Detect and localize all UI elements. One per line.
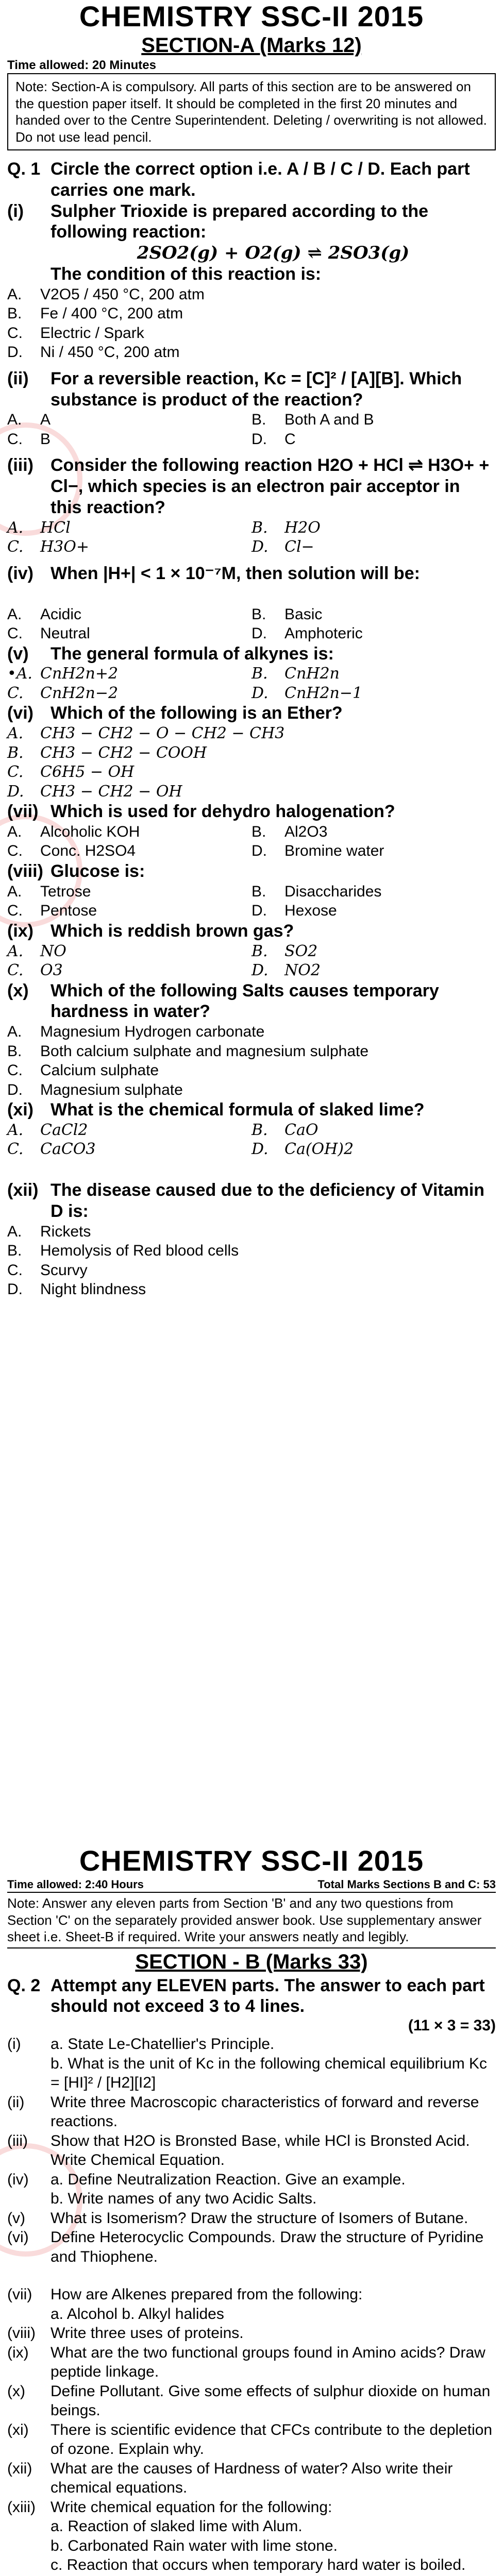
mcq-stem: Sulpher Trioxide is prepared according to the following reaction: bbox=[51, 201, 429, 242]
mcq-ix bbox=[7, 921, 496, 942]
option-text[interactable]: CaCO3 bbox=[40, 1140, 96, 1159]
mcq-v bbox=[7, 643, 496, 665]
mcq-xii bbox=[7, 1180, 496, 1222]
list-item: a. Alcohol b. Alkyl halides bbox=[51, 2305, 224, 2323]
mcq-ix-options bbox=[7, 942, 496, 980]
note-2: Note: Answer any eleven parts from Section 'B' and any two questions from Section 'C' on the separately provided answer book. Use supplementary answer sheet i.e. Sheet-B if required. Write your answers neatly and legibly. bbox=[7, 1895, 482, 1944]
option[interactable]: D. CH3 − CH2 − OH bbox=[7, 782, 182, 801]
mcq-vii-options bbox=[7, 822, 496, 861]
part-number: (ix) bbox=[7, 921, 33, 941]
question-instruction: Attempt any ELEVEN parts. The answer to each part should not exceed 3 to 4 lines. bbox=[51, 1975, 485, 2016]
option-text[interactable]: Pentose bbox=[40, 902, 97, 920]
mcq-stem: The condition of this reaction is: bbox=[51, 264, 322, 284]
option-text[interactable]: SO2 bbox=[284, 942, 318, 960]
list-item: a. Reaction of slaked lime with Alum. bbox=[51, 2518, 303, 2535]
mcq-iii-options bbox=[7, 518, 496, 557]
option-letter[interactable]: C. bbox=[7, 684, 24, 702]
option-text[interactable]: Ca(OH)2 bbox=[284, 1140, 354, 1159]
mcq-vi bbox=[7, 703, 496, 724]
mcq-xi bbox=[7, 1099, 496, 1121]
option-text[interactable]: Al2O3 bbox=[284, 823, 328, 840]
mcq-iii bbox=[7, 455, 496, 518]
time-allowed: Time allowed: 20 Minutes bbox=[7, 58, 156, 72]
mcq-stem: Which of the following Salts causes temporary hardness in water? bbox=[51, 980, 439, 1022]
mcq-stem: When |H+| < 1 × 10⁻⁷M, then solution will be: bbox=[51, 563, 420, 583]
option-letter[interactable]: D. bbox=[252, 1140, 269, 1159]
mcq-i-stem2 bbox=[7, 264, 496, 285]
q1-header bbox=[7, 159, 496, 201]
question-number: Q. 1 bbox=[7, 159, 41, 179]
option-letter[interactable]: B. bbox=[252, 605, 266, 623]
option-text[interactable]: Bromine water bbox=[284, 842, 384, 860]
mcq-i bbox=[7, 201, 496, 243]
option-text[interactable]: Conc. H2SO4 bbox=[40, 842, 136, 860]
option[interactable]: A. Rickets bbox=[7, 1223, 91, 1240]
option-text[interactable]: NO bbox=[40, 942, 66, 960]
mcq-stem: For a reversible reaction, Kc = [C]² / [A][B]. Which substance is product of the reaction? bbox=[51, 368, 462, 410]
option-text[interactable]: Acidic bbox=[40, 605, 82, 623]
part-number: (xi) bbox=[7, 1100, 33, 1120]
list-item: (ix) What are the two functional groups found in Amino acids? Draw peptide linkage. bbox=[7, 2344, 485, 2381]
paper-title-2: CHEMISTRY SSC-II 2015 bbox=[79, 1844, 424, 1877]
option-text[interactable]: H3O+ bbox=[40, 538, 89, 556]
part-number: (ii) bbox=[7, 368, 29, 388]
list-item: (v) What is Isomerism? Draw the structure of Isomers of Butane. bbox=[7, 2209, 468, 2227]
mcq-stem: Consider the following reaction H2O + HCl ⇌ H3O+ + Cl−, which species is an electron pair acceptor in this reaction? bbox=[51, 455, 490, 517]
mcq-viii-options bbox=[7, 882, 496, 921]
q2-marks: (11 × 3 = 33) bbox=[408, 2017, 496, 2035]
option-letter[interactable]: B. bbox=[252, 665, 268, 683]
section-b-c bbox=[7, 1844, 496, 2576]
mcq-v-options bbox=[7, 664, 496, 703]
option[interactable]: A. Magnesium Hydrogen carbonate bbox=[7, 1023, 265, 1041]
option-text[interactable]: CaCl2 bbox=[40, 1121, 88, 1139]
section-a-title: SECTION-A (Marks 12) bbox=[141, 34, 362, 57]
option-letter[interactable]: C. bbox=[7, 1140, 24, 1159]
option-letter[interactable]: D. bbox=[252, 902, 267, 920]
option[interactable]: D. Magnesium sulphate bbox=[7, 1081, 183, 1098]
mcq-xi-options bbox=[7, 1121, 496, 1159]
option-letter[interactable]: •A. bbox=[7, 665, 32, 683]
option-letter[interactable]: D. bbox=[252, 684, 269, 702]
option-text[interactable]: CnH2n+2 bbox=[40, 665, 119, 683]
list-item: b. What is the unit of Kc in the following chemical equilibrium Kc = [HI]² / [H2][I2] bbox=[51, 2055, 488, 2092]
mcq-viii bbox=[7, 861, 496, 882]
option-letter[interactable]: A. bbox=[7, 942, 24, 960]
option-text[interactable]: Hexose bbox=[284, 902, 337, 920]
list-item: (viii) Write three uses of proteins. bbox=[7, 2325, 244, 2342]
option[interactable]: B. CH3 − CH2 − COOH bbox=[7, 743, 207, 762]
mcq-stem: The general formula of alkynes is: bbox=[51, 643, 334, 664]
option-letter[interactable]: B. bbox=[252, 883, 266, 900]
option-letter[interactable]: A. bbox=[7, 605, 22, 623]
time-marks-row bbox=[7, 1877, 496, 1892]
list-item: (xii) What are the causes of Hardness of water? Also write their chemical equations. bbox=[7, 2460, 453, 2497]
part-number: (i) bbox=[7, 201, 24, 221]
total-marks: Total Marks Sections B and C: 53 bbox=[317, 1878, 496, 1891]
mcq-i-options bbox=[7, 285, 496, 362]
list-item: (vii) How are Alkenes prepared from the following: bbox=[7, 2286, 363, 2303]
list-item: (ii) Write three Macroscopic characteristics of forward and reverse reactions. bbox=[7, 2093, 479, 2130]
option-letter[interactable]: C. bbox=[7, 961, 24, 980]
list-item: (xi) There is scientific evidence that CFCs contribute to the depletion of ozone. Explain why. bbox=[7, 2421, 493, 2458]
option-letter[interactable]: A. bbox=[7, 883, 22, 900]
option-letter[interactable]: A. bbox=[7, 823, 22, 840]
option-text[interactable]: C bbox=[284, 430, 296, 448]
mcq-xii-options bbox=[7, 1222, 496, 1299]
mcq-iv bbox=[7, 563, 496, 584]
option-text[interactable]: Disaccharides bbox=[284, 883, 382, 900]
q2-list bbox=[7, 2035, 496, 2576]
part-number: (x) bbox=[7, 980, 29, 1001]
mcq-vii bbox=[7, 801, 496, 822]
mcq-ii-options bbox=[7, 410, 496, 449]
list-item: b. Carbonated Rain water with lime stone. bbox=[51, 2537, 338, 2554]
option-letter[interactable]: D. bbox=[252, 430, 267, 448]
part-number: (iv) bbox=[7, 563, 33, 583]
list-item: (xiii) Write chemical equation for the following: bbox=[7, 2498, 332, 2516]
list-item: c. Reaction that occurs when temporary hard water is boiled. bbox=[51, 2556, 466, 2574]
list-item: b. Write names of any two Acidic Salts. bbox=[51, 2190, 317, 2208]
mcq-i-equation bbox=[7, 243, 496, 264]
part-number: (vi) bbox=[7, 703, 33, 723]
option-text[interactable]: Amphoteric bbox=[284, 625, 363, 642]
mcq-stem: Glucose is: bbox=[51, 861, 145, 881]
option[interactable]: C. Calcium sulphate bbox=[7, 1062, 159, 1079]
option-letter[interactable]: C. bbox=[7, 842, 23, 860]
section-b-title: SECTION - B (Marks 33) bbox=[135, 1950, 368, 1973]
mcq-stem: Which of the following is an Ether? bbox=[51, 703, 343, 723]
option-letter[interactable]: D. bbox=[252, 961, 269, 980]
option-letter[interactable]: B. bbox=[252, 518, 268, 537]
option[interactable]: D. Ni / 450 °C, 200 atm bbox=[7, 344, 180, 361]
option-text[interactable]: CnH2n−2 bbox=[40, 684, 119, 702]
option-letter[interactable]: A. bbox=[7, 518, 24, 537]
option-letter[interactable]: B. bbox=[252, 942, 268, 960]
option-text[interactable]: HCl bbox=[40, 518, 71, 537]
option[interactable]: B. Fe / 400 °C, 200 atm bbox=[7, 305, 183, 323]
option[interactable]: A. V2O5 / 450 °C, 200 atm bbox=[7, 285, 205, 303]
part-number: (vii) bbox=[7, 802, 39, 822]
option[interactable]: D. Night blindness bbox=[7, 1281, 146, 1298]
part-number: (xii) bbox=[7, 1180, 39, 1200]
list-item: (iv) a. Define Neutralization Reaction. Give an example. bbox=[7, 2171, 406, 2188]
option-letter[interactable]: C. bbox=[7, 902, 23, 920]
note-box: Note: Section-A is compulsory. All parts of this section are to be answered on the question paper itself. It should be completed in the first 20 minutes and handed over to the Centre Superintendent. Deleting / overwriting is not allowed. Do not use lead pencil. bbox=[7, 73, 496, 150]
question-instruction: Circle the correct option i.e. A / B / C / D. Each part carries one mark. bbox=[51, 159, 470, 200]
option-letter[interactable]: D. bbox=[252, 842, 267, 860]
part-number: (v) bbox=[7, 643, 29, 664]
option-text[interactable]: B bbox=[40, 430, 51, 448]
option[interactable]: B. Both calcium sulphate and magnesium sulphate bbox=[7, 1042, 369, 1060]
option-letter[interactable]: B. bbox=[252, 411, 266, 429]
mcq-x bbox=[7, 980, 496, 1023]
q2-header bbox=[7, 1975, 496, 2018]
part-number: (viii) bbox=[7, 861, 43, 881]
section-a bbox=[7, 0, 496, 1299]
mcq-stem: Which is used for dehydro halogenation? bbox=[51, 802, 395, 822]
time-allowed-2: Time allowed: 2:40 Hours bbox=[7, 1878, 144, 1891]
option-letter[interactable]: C. bbox=[7, 538, 24, 556]
list-item: (x) Define Pollutant. Give some effects of sulphur dioxide on human beings. bbox=[7, 2382, 491, 2419]
option-letter[interactable]: B. bbox=[252, 1121, 268, 1139]
option-text[interactable]: H2O bbox=[284, 518, 321, 537]
mcq-vi-options bbox=[7, 724, 496, 801]
option-text[interactable]: Cl− bbox=[284, 538, 314, 556]
option-letter[interactable]: B. bbox=[252, 823, 266, 840]
mcq-x-options bbox=[7, 1022, 496, 1099]
option-text[interactable]: Both A and B bbox=[284, 411, 374, 429]
paper-title: CHEMISTRY SSC-II 2015 bbox=[79, 0, 424, 32]
option-text[interactable]: Neutral bbox=[40, 625, 90, 642]
part-number: (iii) bbox=[7, 455, 33, 476]
option-text[interactable]: Alcoholic KOH bbox=[40, 823, 140, 840]
option-text[interactable]: O3 bbox=[40, 961, 63, 980]
list-item: (iii) Show that H2O is Bronsted Base, while HCl is Bronsted Acid. Write Chemical Equation. bbox=[7, 2132, 470, 2169]
option-text[interactable]: NO2 bbox=[284, 961, 321, 980]
option-text[interactable]: CnH2n bbox=[284, 665, 340, 683]
mcq-stem: What is the chemical formula of slaked lime? bbox=[51, 1100, 425, 1120]
question-number: Q. 2 bbox=[7, 1975, 41, 1995]
option[interactable]: B. Hemolysis of Red blood cells bbox=[7, 1242, 239, 1260]
mcq-stem: Which is reddish brown gas? bbox=[51, 921, 294, 941]
option[interactable]: A. CH3 − CH2 − O − CH2 − CH3 bbox=[7, 724, 285, 743]
equation: 2SO2(g) + O2(g) ⇌ 2SO3(g) bbox=[137, 243, 410, 264]
list-item: (i) a. State Le-Chatellier's Principle. bbox=[7, 2036, 275, 2053]
option-text[interactable]: Tetrose bbox=[40, 883, 91, 900]
mcq-ii bbox=[7, 368, 496, 411]
option-letter[interactable]: C. bbox=[7, 430, 23, 448]
option-letter[interactable]: C. bbox=[7, 625, 23, 642]
option-letter[interactable]: A. bbox=[7, 411, 22, 429]
mcq-stem: The disease caused due to the deficiency of Vitamin D is: bbox=[51, 1180, 485, 1221]
option-text[interactable]: CnH2n−1 bbox=[284, 684, 363, 702]
option[interactable]: C. Electric / Spark bbox=[7, 324, 144, 342]
option-letter[interactable]: D. bbox=[252, 538, 269, 556]
option-text[interactable]: A bbox=[40, 411, 51, 429]
mcq-iv-options bbox=[7, 605, 496, 643]
option-letter[interactable]: D. bbox=[252, 625, 267, 642]
option-text[interactable]: CaO bbox=[284, 1121, 318, 1139]
option[interactable]: C. C6H5 − OH bbox=[7, 763, 135, 782]
option[interactable]: C. Scurvy bbox=[7, 1261, 88, 1279]
option-text[interactable]: Basic bbox=[284, 605, 323, 623]
list-item: (vi) Define Heterocyclic Compounds. Draw the structure of Pyridine and Thiophene. bbox=[7, 2229, 484, 2265]
option-letter[interactable]: A. bbox=[7, 1121, 24, 1139]
